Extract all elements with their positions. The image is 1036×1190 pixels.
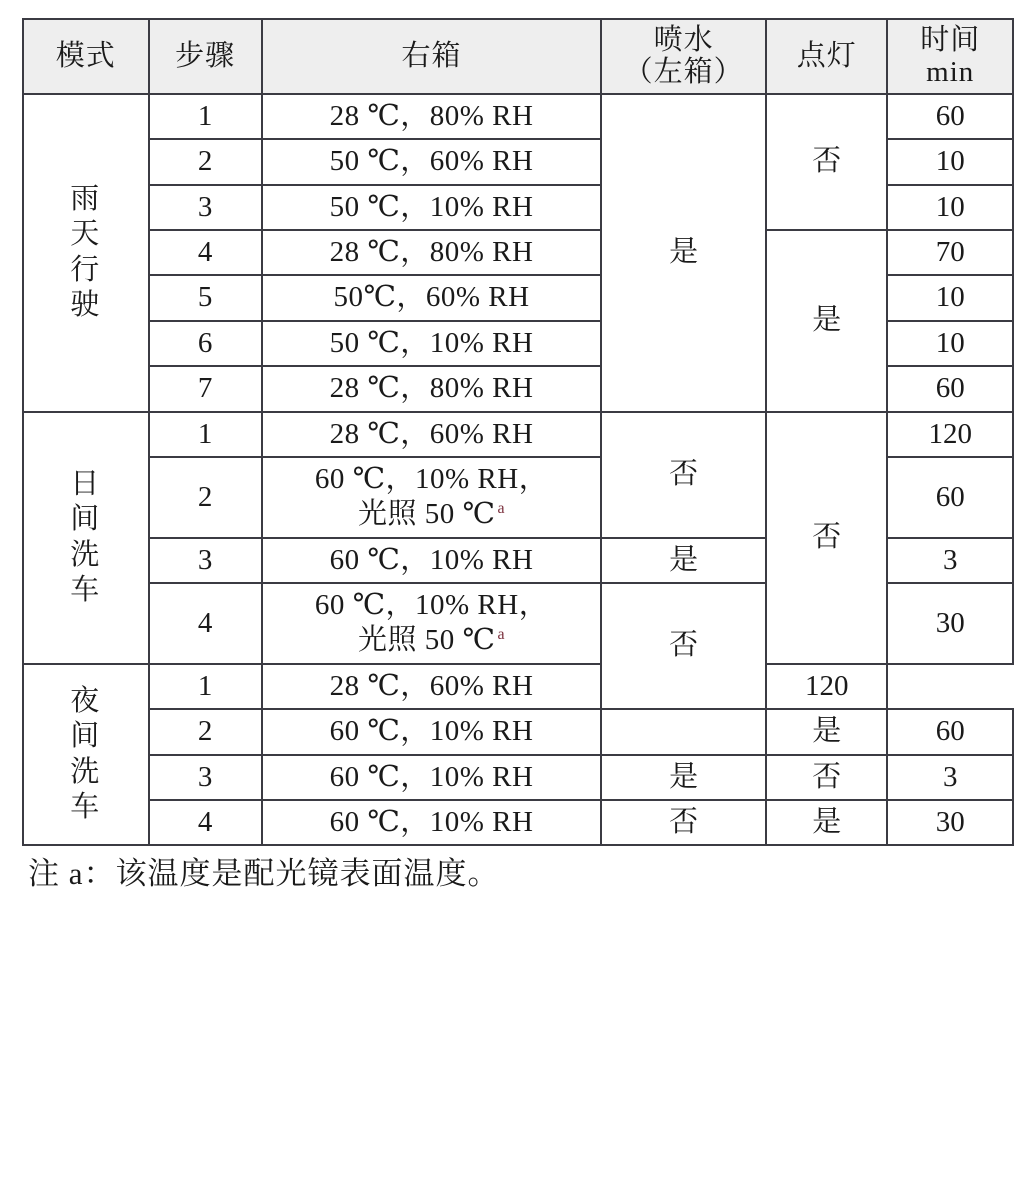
condition-cell: 60 ℃，10% RH [262,800,602,845]
mode-char: 间 [70,720,102,753]
spray-cell-daytime-step3: 是 [601,538,766,583]
mode-char: 夜 [70,684,102,717]
condition-cell: 28 ℃，80% RH [262,366,602,411]
condition-cell: 28 ℃，80% RH [262,94,602,139]
table-row [23,230,1013,275]
time-cell: 30 [887,800,1013,845]
condition-line2-text: 光照 50 ℃ [358,624,496,657]
time-cell: 60 [887,709,1013,754]
table-row [23,755,1013,800]
time-cell: 70 [887,230,1013,275]
mode-char: 洗 [70,538,102,571]
column-header-spray-line1: 喷水 [653,24,714,56]
step-cell: 4 [149,800,262,845]
column-header-time-line1: 时间 [920,24,981,56]
step-cell: 3 [149,755,262,800]
mode-char: 车 [70,574,102,607]
spray-cell-rain-driving: 是 [601,94,766,412]
condition-cell: 60 ℃，10% RH [262,538,602,583]
condition-cell: 28 ℃，80% RH [262,230,602,275]
lamp-cell-rain-first: 否 [766,94,887,230]
table-row [23,412,1013,457]
step-cell: 3 [149,538,262,583]
step-cell: 2 [149,457,262,538]
mode-char: 日 [70,467,102,500]
condition-cell [262,457,602,538]
step-cell: 1 [149,412,262,457]
lamp-cell: 否 [766,755,887,800]
time-cell: 10 [887,185,1013,230]
time-cell: 120 [766,664,887,709]
table-body [23,94,1013,845]
condition-cell [262,583,602,664]
condition-line2 [267,623,597,658]
time-cell: 10 [887,321,1013,366]
step-cell: 2 [149,709,262,754]
condition-cell: 50℃，60% RH [262,275,602,320]
step-cell: 7 [149,366,262,411]
condition-cell: 60 ℃，10% RH [262,755,602,800]
time-cell: 30 [887,583,1013,664]
mode-char: 间 [70,503,102,536]
condition-cell: 28 ℃，60% RH [262,664,602,709]
spray-cell: 是 [601,755,766,800]
time-cell: 60 [887,94,1013,139]
condition-cell: 50 ℃，60% RH [262,139,602,184]
time-cell: 10 [887,275,1013,320]
condition-cell: 50 ℃，10% RH [262,321,602,366]
table-footnote: 注 a：该温度是配光镜表面温度。 [28,856,500,892]
condition-cell: 50 ℃，10% RH [262,185,602,230]
mode-char: 行 [70,253,102,286]
mode-char: 洗 [70,755,102,788]
lamp-cell-daytime-wash: 否 [766,412,887,664]
column-header-spray-line2: （左箱） [623,56,744,89]
mode-char: 驶 [70,289,102,322]
column-header-step: 步骤 [149,19,262,94]
mode-char: 车 [70,790,102,823]
spray-cell: 否 [601,800,766,845]
condition-cell: 60 ℃，10% RH [262,709,602,754]
table-row [23,94,1013,139]
condition-line1: 60 ℃，10% RH， [314,589,549,622]
lamp-cell-rain-second: 是 [766,230,887,412]
spray-cell-daytime-first: 否 [601,412,766,538]
column-header-right-box: 右箱 [262,19,602,94]
mode-cell-daytime-wash [23,412,149,664]
step-cell: 5 [149,275,262,320]
column-header-time-line2: min [926,56,975,89]
step-cell: 3 [149,185,262,230]
lamp-cell: 是 [766,709,887,754]
time-cell: 60 [887,366,1013,411]
footnote-marker: a [497,625,506,643]
step-cell: 4 [149,230,262,275]
mode-char: 天 [70,218,102,251]
spray-cell-merged-no: 否 [601,583,766,709]
mode-cell-rain-driving [23,94,149,412]
table-row [23,664,1013,709]
mode-cell-night-wash [23,664,149,846]
lamp-cell: 是 [766,800,887,845]
step-cell: 2 [149,139,262,184]
column-header-time [887,19,1013,94]
column-header-mode: 模式 [23,19,149,94]
time-cell: 3 [887,755,1013,800]
condition-line2 [267,497,597,532]
spray-cell [601,709,766,754]
test-cycle-table [22,18,1014,846]
condition-line1: 60 ℃，10% RH， [314,462,549,495]
column-header-spray [601,19,766,94]
time-cell: 3 [887,538,1013,583]
step-cell: 1 [149,664,262,709]
time-cell: 10 [887,139,1013,184]
column-header-lamp: 点灯 [766,19,887,94]
table-row [23,800,1013,845]
condition-line2-text: 光照 50 ℃ [358,498,496,531]
time-cell: 60 [887,457,1013,538]
table-header-row [23,19,1013,94]
time-cell: 120 [887,412,1013,457]
table-header [23,19,1013,94]
table-row [23,709,1013,754]
condition-cell: 28 ℃，60% RH [262,412,602,457]
footnote-marker: a [497,499,506,517]
step-cell: 4 [149,583,262,664]
step-cell: 1 [149,94,262,139]
step-cell: 6 [149,321,262,366]
mode-char: 雨 [70,183,102,215]
